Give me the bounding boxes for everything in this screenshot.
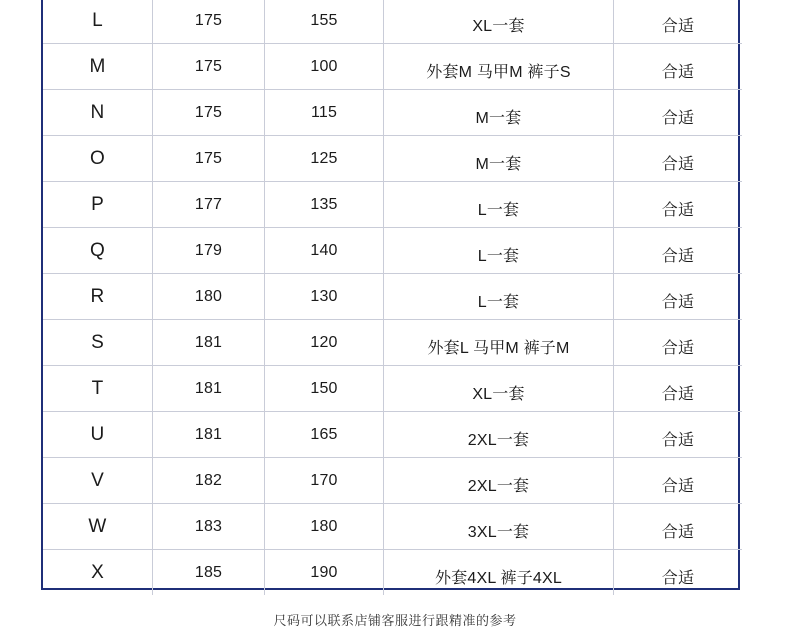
height-cell-text: 180 xyxy=(194,287,223,305)
row-label-text: X xyxy=(91,561,104,583)
size-cell-text: XL一套 xyxy=(472,386,525,403)
table-row xyxy=(43,90,742,136)
height-cell xyxy=(153,320,265,366)
weight-cell-text: 120 xyxy=(310,333,338,351)
row-label xyxy=(43,366,153,412)
fit-cell xyxy=(614,412,743,458)
size-cell-text: M一套 xyxy=(475,156,522,173)
fit-cell-text: 合适 xyxy=(661,64,695,81)
row-label-text: Q xyxy=(90,239,105,261)
fit-cell-text: 合适 xyxy=(661,478,695,495)
size-cell xyxy=(384,0,614,44)
weight-cell xyxy=(265,412,384,458)
weight-cell-text: 180 xyxy=(310,517,338,535)
height-cell-text: 181 xyxy=(194,379,223,397)
row-label xyxy=(43,274,153,320)
weight-cell xyxy=(265,44,384,90)
fit-cell-text: 合适 xyxy=(661,294,695,311)
fit-cell-text: 合适 xyxy=(661,110,695,127)
size-cell-text: 外套L 马甲M 裤子M xyxy=(427,340,570,357)
table-row xyxy=(43,550,742,596)
row-label-text: O xyxy=(90,147,105,169)
fit-cell xyxy=(614,274,743,320)
size-cell-text: 外套M 马甲M 裤子S xyxy=(426,64,571,81)
fit-cell-text: 合适 xyxy=(661,248,695,265)
fit-cell xyxy=(614,504,743,550)
footnote: 尺码可以联系店铺客服进行跟精准的参考 xyxy=(273,614,517,629)
row-label xyxy=(43,182,153,228)
weight-cell-text: 115 xyxy=(310,103,338,121)
row-label-text: S xyxy=(91,331,104,353)
height-cell xyxy=(153,274,265,320)
weight-cell-text: 140 xyxy=(310,241,338,259)
weight-cell-text: 130 xyxy=(310,287,338,305)
fit-cell xyxy=(614,44,743,90)
weight-cell-text: 165 xyxy=(310,425,338,443)
table-row xyxy=(43,320,742,366)
height-cell-text: 177 xyxy=(194,195,223,213)
size-cell xyxy=(384,366,614,412)
height-cell xyxy=(153,0,265,44)
height-cell xyxy=(153,366,265,412)
size-cell xyxy=(384,90,614,136)
row-label xyxy=(43,504,153,550)
fit-cell xyxy=(614,136,743,182)
size-cell xyxy=(384,320,614,366)
fit-cell-text: 合适 xyxy=(661,386,695,403)
size-cell-text: 3XL一套 xyxy=(467,524,530,541)
fit-cell-text: 合适 xyxy=(661,524,695,541)
size-cell xyxy=(384,550,614,596)
row-label-text: T xyxy=(91,377,104,399)
row-label xyxy=(43,90,153,136)
weight-cell xyxy=(265,90,384,136)
height-cell-text: 175 xyxy=(194,149,223,167)
size-cell-text: M一套 xyxy=(475,110,522,127)
fit-cell xyxy=(614,90,743,136)
weight-cell xyxy=(265,458,384,504)
size-cell-text: 外套4XL 裤子4XL xyxy=(435,570,562,587)
row-label xyxy=(43,0,153,44)
weight-cell xyxy=(265,136,384,182)
size-cell xyxy=(384,274,614,320)
fit-cell xyxy=(614,320,743,366)
weight-cell xyxy=(265,274,384,320)
height-cell-text: 183 xyxy=(194,517,223,535)
table-row xyxy=(43,228,742,274)
row-label xyxy=(43,458,153,504)
size-cell xyxy=(384,228,614,274)
height-cell xyxy=(153,136,265,182)
row-label xyxy=(43,136,153,182)
row-label-text: V xyxy=(91,469,104,491)
size-cell-text: L一套 xyxy=(477,248,520,265)
size-cell xyxy=(384,458,614,504)
weight-cell xyxy=(265,182,384,228)
weight-cell-text: 150 xyxy=(310,379,338,397)
row-label xyxy=(43,550,153,596)
size-cell-text: L一套 xyxy=(477,202,520,219)
size-cell xyxy=(384,44,614,90)
weight-cell xyxy=(265,320,384,366)
height-cell-text: 181 xyxy=(194,333,223,351)
row-label-text: M xyxy=(89,55,106,77)
weight-cell-text: 125 xyxy=(310,149,338,167)
row-label-text: W xyxy=(88,515,107,537)
fit-cell xyxy=(614,0,743,44)
table-row xyxy=(43,182,742,228)
weight-cell xyxy=(265,366,384,412)
height-cell xyxy=(153,90,265,136)
fit-cell-text: 合适 xyxy=(661,18,695,35)
row-label-text: N xyxy=(90,101,105,123)
row-label xyxy=(43,228,153,274)
height-cell xyxy=(153,228,265,274)
fit-cell-text: 合适 xyxy=(661,432,695,449)
table-row xyxy=(43,412,742,458)
weight-cell-text: 100 xyxy=(310,57,338,75)
row-label-text: R xyxy=(90,285,105,307)
weight-cell xyxy=(265,0,384,44)
size-cell-text: 2XL一套 xyxy=(467,478,530,495)
height-cell-text: 175 xyxy=(194,57,223,75)
fit-cell-text: 合适 xyxy=(661,202,695,219)
size-cell xyxy=(384,504,614,550)
size-cell-text: L一套 xyxy=(477,294,520,311)
size-table xyxy=(43,0,742,595)
fit-cell xyxy=(614,182,743,228)
height-cell-text: 175 xyxy=(194,11,223,29)
weight-cell xyxy=(265,550,384,596)
size-table-frame xyxy=(41,0,740,590)
size-cell-text: 2XL一套 xyxy=(467,432,530,449)
height-cell-text: 181 xyxy=(194,425,223,443)
weight-cell xyxy=(265,504,384,550)
fit-cell xyxy=(614,228,743,274)
height-cell-text: 185 xyxy=(194,563,223,581)
table-row xyxy=(43,366,742,412)
weight-cell-text: 155 xyxy=(310,11,338,29)
size-table-body xyxy=(43,0,742,595)
size-cell xyxy=(384,136,614,182)
table-row xyxy=(43,274,742,320)
weight-cell-text: 135 xyxy=(310,195,338,213)
table-row xyxy=(43,458,742,504)
size-cell-text: XL一套 xyxy=(472,18,525,35)
size-cell xyxy=(384,412,614,458)
fit-cell xyxy=(614,458,743,504)
height-cell xyxy=(153,412,265,458)
height-cell-text: 179 xyxy=(194,241,223,259)
table-row xyxy=(43,44,742,90)
height-cell-text: 175 xyxy=(194,103,223,121)
table-row xyxy=(43,136,742,182)
height-cell-text: 182 xyxy=(194,471,223,489)
row-label xyxy=(43,320,153,366)
weight-cell xyxy=(265,228,384,274)
fit-cell-text: 合适 xyxy=(661,156,695,173)
height-cell xyxy=(153,182,265,228)
fit-cell xyxy=(614,550,743,596)
height-cell xyxy=(153,550,265,596)
height-cell xyxy=(153,458,265,504)
row-label-text: P xyxy=(91,193,104,215)
row-label xyxy=(43,44,153,90)
table-row xyxy=(43,0,742,44)
fit-cell-text: 合适 xyxy=(661,340,695,357)
fit-cell xyxy=(614,366,743,412)
height-cell xyxy=(153,44,265,90)
fit-cell-text: 合适 xyxy=(661,570,695,587)
height-cell xyxy=(153,504,265,550)
weight-cell-text: 170 xyxy=(310,471,338,489)
table-row xyxy=(43,504,742,550)
row-label-text: U xyxy=(90,423,105,445)
size-cell xyxy=(384,182,614,228)
weight-cell-text: 190 xyxy=(310,563,338,581)
row-label-text: L xyxy=(92,9,103,31)
row-label xyxy=(43,412,153,458)
